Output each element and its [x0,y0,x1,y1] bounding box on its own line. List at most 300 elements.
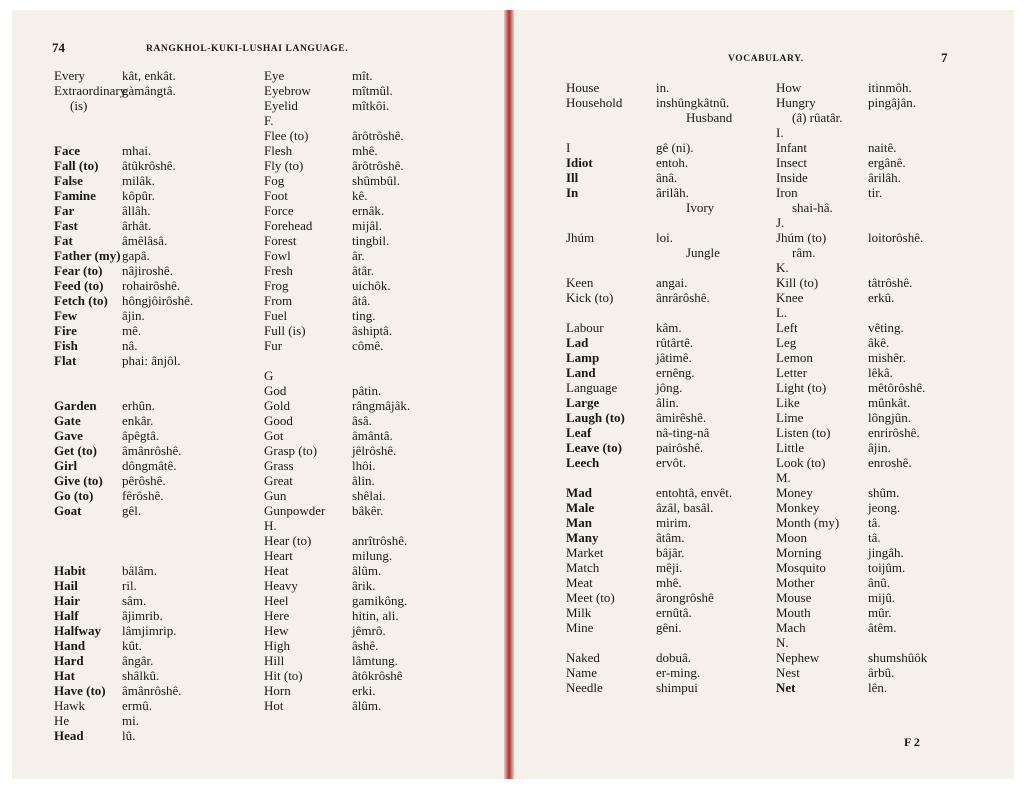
english-word: Fowl [264,248,291,263]
section-letter-text: J. [776,215,785,230]
vocab-entry [776,665,976,680]
english-word: Hit (to) [264,668,303,683]
english-word: Match [566,560,600,575]
vocabulary-column-right-2 [776,80,976,695]
vocab-entry [264,473,494,488]
spacer [566,125,766,140]
spacer [566,635,766,650]
english-word: Fetch (to) [54,293,108,308]
english-word: Frog [264,278,289,293]
translation: ermû. [122,698,152,713]
vocab-entry [566,395,766,410]
english-word: Mouse [776,590,812,605]
vocab-entry [54,623,254,638]
translation: nâjiroshê. [122,263,173,278]
translation: itinmôh. [868,80,912,95]
vocab-entry [566,650,766,665]
translation: shimpui [656,680,698,695]
vocab-entry [54,458,254,473]
vocab-entry [776,455,976,470]
translation: nâ. [122,338,138,353]
section-letter-text: N. [776,635,789,650]
translation: lêkâ. [868,365,893,380]
english-word: Good [264,413,293,428]
vocab-entry [776,185,976,200]
english-word: Naked [566,650,600,665]
translation: âpêgtâ. [122,428,160,443]
vocab-entry [776,350,976,365]
translation: âmântâ. [352,428,393,443]
translation: âr. [352,248,365,263]
vocab-entry [54,578,254,593]
translation: ârhât. [122,218,152,233]
vocab-entry [54,173,254,188]
english-word: In [566,185,579,200]
vocab-entry [776,365,976,380]
section-letter-text: F. [264,113,274,128]
page-number-right: 7 [941,50,948,65]
english-word: Meat [566,575,593,590]
section-letter [776,260,976,275]
english-word: Lad [566,335,589,350]
english-word: Face [54,143,80,158]
english-word: Head [54,728,84,743]
translation: âlin. [656,395,679,410]
vocab-entry [54,503,254,518]
english-word: Feed (to) [54,278,104,293]
english-word: Horn [264,683,291,698]
english-word: râm. [792,245,816,260]
translation: âjimrib. [122,608,163,623]
vocab-entry [54,353,254,368]
english-word: Male [566,500,595,515]
spacer [54,383,254,398]
english-word: Listen (to) [776,425,831,440]
english-word: God [264,383,287,398]
english-word: Nephew [776,650,820,665]
translation: mijâl. [352,218,382,233]
vocab-entry [54,188,254,203]
english-word: Lime [776,410,804,425]
vocab-entry [776,680,976,695]
translation: âlûm. [352,563,382,578]
english-word: Moon [776,530,808,545]
translation: entoh. [656,155,689,170]
translation: nâ-ting-nâ [656,425,710,440]
vocab-entry [776,515,976,530]
english-word: Force [264,203,294,218]
english-word: Give (to) [54,473,103,488]
vocab-entry [776,290,976,305]
translation: in. [656,80,670,95]
translation: mhê. [656,575,682,590]
translation: bâlâm. [122,563,158,578]
vocab-entry [264,428,494,443]
translation: erkû. [868,290,895,305]
translation: âmânrôshê. [122,443,182,458]
english-word: Hat [54,668,75,683]
english-word: Gun [264,488,287,503]
english-word: Hail [54,578,78,593]
translation: ânâ. [656,170,678,185]
vocab-entry [264,548,494,563]
translation: âlûm. [352,698,382,713]
english-word: Leaf [566,425,592,440]
vocab-entry [264,578,494,593]
section-letter [776,125,976,140]
translation: toijûm. [868,560,906,575]
english-word: Name [566,665,598,680]
translation: kâm. [656,320,682,335]
english-word: Monkey [776,500,820,515]
vocabulary-column-left-1 [54,68,254,743]
translation: mirim. [656,515,692,530]
english-word: Go (to) [54,488,94,503]
vocab-entry [776,110,976,125]
translation: shûm. [868,485,900,500]
translation: loi. [656,230,673,245]
vocab-entry [264,293,494,308]
vocab-entry [264,68,494,83]
translation: mijû. [868,590,896,605]
vocab-entry [566,110,766,125]
english-word: Gunpowder [264,503,326,518]
vocab-entry [566,410,766,425]
vocab-entry [54,398,254,413]
english-word: Mine [566,620,594,635]
english-word: Inside [776,170,808,185]
english-word: Mad [566,485,592,500]
english-word: Household [566,95,623,110]
vocab-entry [54,443,254,458]
vocab-entry [566,245,766,260]
translation: mhai. [122,143,152,158]
english-word: Grasp (to) [264,443,318,458]
english-word: High [264,638,290,653]
translation: ernêng. [656,365,695,380]
translation: ergânê. [868,155,906,170]
page-number-left: 74 [52,40,65,55]
english-word: Gate [54,413,81,428]
translation: enrirôshê. [868,425,920,440]
vocab-entry [566,95,766,110]
vocab-entry [776,620,976,635]
translation: gê (ni). [656,140,694,155]
translation: mûr. [868,605,892,620]
vocab-entry [264,653,494,668]
translation: ârilâh. [868,170,901,185]
translation: ârongrôshê [656,590,714,605]
translation: rûtârtê. [656,335,694,350]
translation: mi. [122,713,139,728]
section-letter-text: I. [776,125,784,140]
vocab-entry [264,98,494,113]
translation: jêmrô. [352,623,386,638]
vocab-entry [54,83,254,98]
translation: fêrôshê. [122,488,164,503]
vocab-entry [776,380,976,395]
english-word: Fish [54,338,78,353]
translation: tâ. [868,530,881,545]
section-letter [776,635,976,650]
english-word: Hot [264,698,284,713]
section-letter [776,305,976,320]
translation: âjin. [868,440,891,455]
vocab-entry [566,155,766,170]
translation: lâmtung. [352,653,398,668]
vocab-entry [264,263,494,278]
vocab-entry [776,140,976,155]
english-word: Fire [54,323,77,338]
vocab-entry [566,530,766,545]
vocab-entry [264,173,494,188]
english-word: Fuel [264,308,288,323]
vocab-entry [264,128,494,143]
translation: gapâ. [122,248,150,263]
english-word: (â) rûatâr. [792,110,843,125]
english-word: Eyelid [264,98,298,113]
vocab-entry [776,575,976,590]
translation: ârôtrôshê. [352,128,404,143]
vocab-entry [264,383,494,398]
english-word: Infant [776,140,808,155]
english-word: Eyebrow [264,83,311,98]
vocab-entry [776,560,976,575]
translation: vêting. [868,320,904,335]
translation: angai. [656,275,688,290]
book-gutter [504,10,514,779]
vocab-entry [566,185,766,200]
vocab-entry [566,200,766,215]
english-word: Fear (to) [54,263,103,278]
spacer [264,353,494,368]
vocab-entry [54,338,254,353]
vocab-entry [54,608,254,623]
vocab-entry [54,203,254,218]
translation: gamikông. [352,593,408,608]
translation: erhûn. [122,398,155,413]
vocab-entry [54,323,254,338]
translation: milâk. [122,173,155,188]
vocab-entry [54,248,254,263]
vocab-entry [566,275,766,290]
vocab-entry [776,200,976,215]
translation: rângmâjâk. [352,398,411,413]
vocab-entry [264,443,494,458]
vocab-entry [566,230,766,245]
spacer [54,368,254,383]
translation: ârôtrôshê. [352,158,404,173]
vocab-entry [566,665,766,680]
right-page [514,10,1014,779]
vocab-entry [566,350,766,365]
translation: milung. [352,548,393,563]
section-letter [776,470,976,485]
english-word: Fresh [264,263,293,278]
translation: mhê. [352,143,378,158]
english-word: Meet (to) [566,590,615,605]
vocab-entry [54,563,254,578]
translation: pairôshê. [656,440,704,455]
vocab-entry [776,245,976,260]
vocab-entry [566,365,766,380]
english-word: Money [776,485,813,500]
english-word: Mother [776,575,815,590]
translation: âlin. [352,473,375,488]
english-word: Heart [264,548,293,563]
vocab-entry [776,170,976,185]
translation: tâ. [868,515,881,530]
translation: âtâm. [656,530,685,545]
vocab-entry [264,323,494,338]
english-word: Famine [54,188,96,203]
english-word: Milk [566,605,592,620]
translation: âkê. [868,335,890,350]
vocab-entry [264,338,494,353]
vocab-entry [264,143,494,158]
vocab-entry [566,170,766,185]
vocab-entry [54,98,254,113]
english-word: Keen [566,275,594,290]
translation: dobuâ. [656,650,692,665]
vocab-entry [264,203,494,218]
vocab-entry [54,653,254,668]
vocab-entry [776,95,976,110]
english-word: Eye [264,68,285,83]
vocab-entry [54,308,254,323]
translation: enkâr. [122,413,154,428]
translation: gàmângtâ. [122,83,176,98]
english-word: Mouth [776,605,811,620]
vocab-entry [54,143,254,158]
translation: ârilâh. [656,185,689,200]
english-word: Fur [264,338,283,353]
vocab-entry [264,278,494,293]
vocab-entry [54,638,254,653]
english-word: Jhúm (to) [776,230,827,245]
translation: gêl. [122,503,142,518]
english-word: Have (to) [54,683,106,698]
translation: kût. [122,638,142,653]
translation: anrîtrôshê. [352,533,408,548]
vocab-entry [54,233,254,248]
english-word: Little [776,440,805,455]
english-word: Like [776,395,800,410]
translation: mê. [122,323,142,338]
english-word: Jhúm [566,230,595,245]
translation: uichôk. [352,278,391,293]
translation: lû. [122,728,136,743]
vocab-entry [54,593,254,608]
section-letter-text: L. [776,305,788,320]
translation: âtêm. [868,620,897,635]
translation: ting. [352,308,376,323]
running-head-right: VOCABULARY. [728,54,804,64]
translation: ânû. [868,575,891,590]
english-word: Hew [264,623,289,638]
vocab-entry [776,80,976,95]
running-head-left: RANGKHOL-KUKI-LUSHAI LANGUAGE. [146,44,349,54]
english-word: Flee (to) [264,128,309,143]
vocab-entry [776,395,976,410]
vocab-entry [54,683,254,698]
translation: âtûkrôshê. [122,158,176,173]
english-word: He [54,713,70,728]
translation: ernâk. [352,203,385,218]
english-word: House [566,80,600,95]
english-word: From [264,293,293,308]
vocab-entry [264,218,494,233]
vocab-entry [54,413,254,428]
section-letter-text: H. [264,518,277,533]
section-letter [776,215,976,230]
translation: kê. [352,188,368,203]
vocab-entry [264,248,494,263]
english-word: Half [54,608,79,623]
english-word: Flat [54,353,77,368]
translation: tâtrôshê. [868,275,913,290]
vocab-entry [54,668,254,683]
english-word: Letter [776,365,808,380]
vocab-entry [566,290,766,305]
vocab-entry [54,488,254,503]
translation: pingâjân. [868,95,917,110]
vocab-entry [264,623,494,638]
vocab-entry [566,440,766,455]
translation: jông. [656,380,683,395]
english-word: Lamp [566,350,600,365]
english-word: Large [566,395,600,410]
english-word: Father (my) [54,248,121,263]
english-word: Fall (to) [54,158,99,173]
english-word: Kick (to) [566,290,614,305]
vocab-entry [566,515,766,530]
english-word: Extraordinary [54,83,127,98]
vocab-entry [566,335,766,350]
english-word: Hair [54,593,80,608]
vocab-entry [776,425,976,440]
translation: ângâr. [122,653,154,668]
vocab-entry [264,233,494,248]
vocab-entry [566,680,766,695]
english-word: Hand [54,638,86,653]
spacer [566,470,766,485]
vocab-entry [566,500,766,515]
vocab-entry [264,533,494,548]
translation: tir. [868,185,883,200]
vocab-entry [54,428,254,443]
english-word: Forest [264,233,297,248]
english-word: Needle [566,680,603,695]
translation: âshê. [352,638,379,653]
translation: âtâ. [352,293,371,308]
translation: enroshê. [868,455,912,470]
vocab-entry [776,320,976,335]
vocab-entry [54,293,254,308]
english-word: Left [776,320,798,335]
translation: mêtôrôshê. [868,380,926,395]
translation: sâm. [122,593,147,608]
left-page [12,10,504,779]
translation: Jungle [686,245,720,260]
english-word: Habit [54,563,86,578]
translation: ârik. [352,578,376,593]
translation: hitin, ali. [352,608,399,623]
translation: Husband [686,110,733,125]
english-word: Get (to) [54,443,97,458]
english-word: Gold [264,398,290,413]
english-word: Forehead [264,218,313,233]
